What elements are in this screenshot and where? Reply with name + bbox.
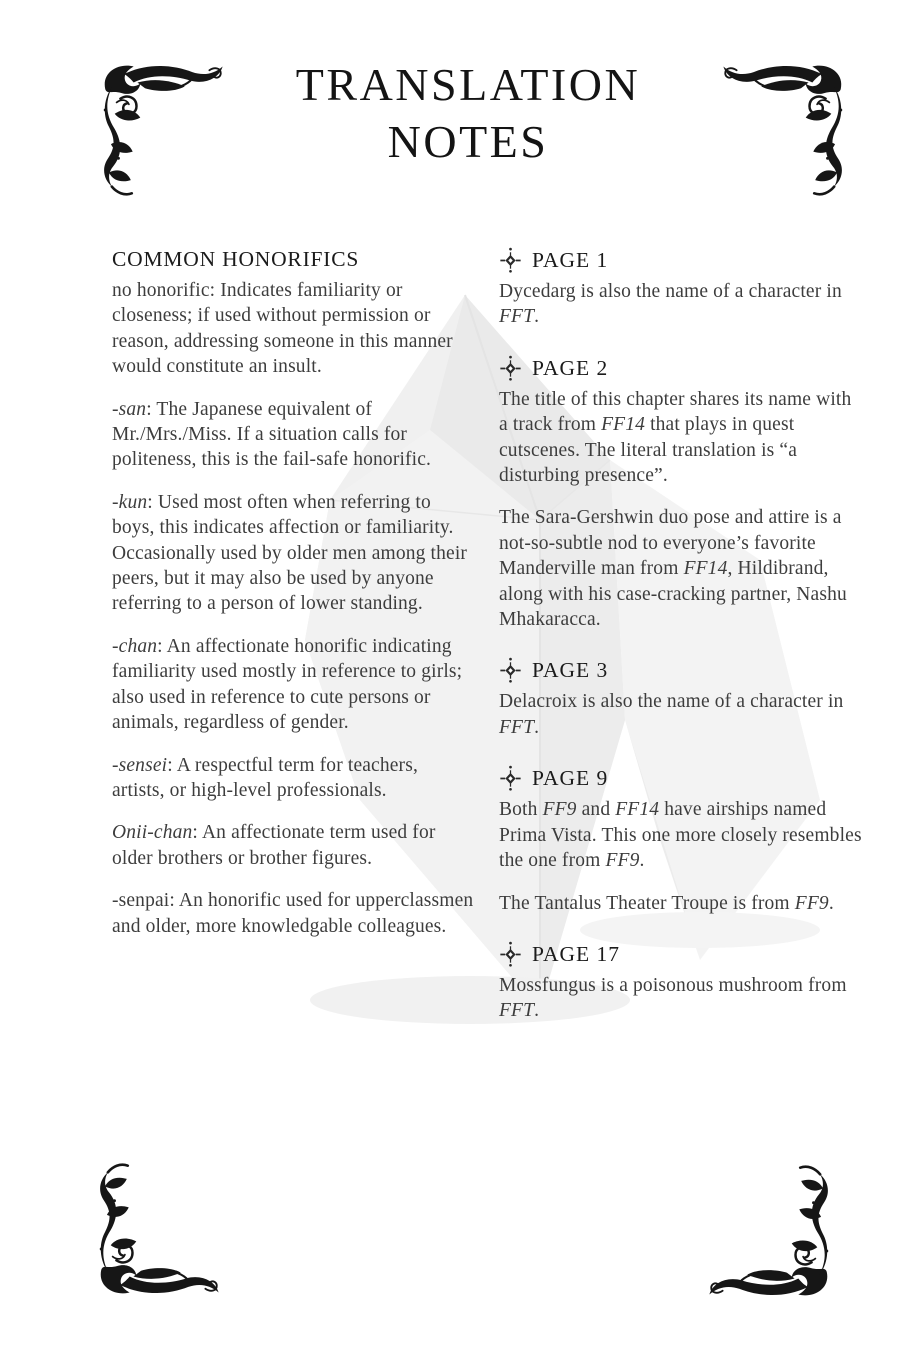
- page-heading-label: PAGE 1: [532, 248, 609, 272]
- body-paragraph: [499, 973, 862, 1024]
- section-paragraphs: [499, 387, 862, 633]
- body-paragraph: [499, 387, 862, 489]
- body-paragraph: [499, 797, 862, 873]
- honorifics-heading: COMMON HONORIFICS: [112, 247, 360, 271]
- honorifics-paragraphs: [112, 278, 475, 939]
- body-paragraph: [112, 278, 475, 380]
- section-paragraphs: [499, 797, 862, 916]
- page-note-section: [499, 246, 862, 330]
- italic-term: FF14: [601, 414, 646, 436]
- compass-rosette-icon: [499, 764, 522, 792]
- italic-term: FF14: [683, 558, 728, 580]
- italic-term: FF9: [542, 799, 577, 821]
- page-note-section: [499, 656, 862, 740]
- page-note-section: [499, 764, 862, 916]
- page-note-section: [499, 940, 862, 1024]
- text-run: .: [639, 850, 645, 872]
- corner-flourish-ornament-bottom-right: [698, 1162, 840, 1304]
- text-run: Both: [499, 799, 543, 821]
- italic-term: FF9: [794, 892, 829, 914]
- page-note-heading-row: [499, 764, 862, 792]
- section-paragraphs: [499, 973, 862, 1024]
- compass-rosette-icon: [499, 354, 522, 382]
- page-heading-label: PAGE 9: [532, 766, 609, 791]
- translation-notes-content: [112, 246, 862, 1024]
- italic-term: FFT: [499, 716, 535, 738]
- body-paragraph: [112, 753, 475, 804]
- page-notes-sections: [499, 246, 862, 1024]
- page-heading-label: PAGE 17: [532, 941, 621, 966]
- italic-term: -sensei: [112, 754, 168, 776]
- text-run: that plays in quest cutscenes. The literal translation is “a disturbing presence”.: [499, 414, 798, 487]
- text-run: Mossfungus is a poisonous mushroom from: [499, 974, 847, 996]
- text-run: : Used most often when referring to boys, this indicates affection or familiarity. Occasionally used by older men among their peers, but it may also be used by anyone referring to a person of lower standing.: [112, 491, 468, 615]
- text-run: Dycedarg is also the name of a character in: [499, 281, 842, 302]
- text-run: -senpai: An honorific used for upperclassmen and older, more knowledgable colleagues.: [112, 890, 474, 937]
- body-paragraph: [499, 891, 862, 916]
- body-paragraph: [499, 279, 862, 330]
- text-run: .: [534, 306, 540, 328]
- page-heading-label: PAGE 2: [532, 355, 609, 380]
- text-run: The title of this chapter shares its name with a track from: [499, 388, 852, 436]
- text-run: , Hildibrand, along with his case-cracking partner, Nashu Mhakaracca.: [499, 558, 847, 631]
- text-run: and: [576, 799, 616, 821]
- text-run: have airships named Prima Vista. This one more closely resembles the one from: [499, 799, 862, 872]
- text-run: no honorific: Indicates familiarity or closeness; if used without permission or reason, addressing someone in this manner would constitute an insult.: [112, 280, 453, 378]
- body-paragraph: [112, 490, 475, 617]
- text-run: The Sara-Gershwin duo pose and attire is a not-so-subtle nod to everyone’s favorite Manderville man from: [499, 507, 842, 580]
- compass-rosette-icon: [499, 246, 522, 274]
- text-run: Delacroix is also the name of a character in: [499, 691, 844, 713]
- text-run: The Tantalus Theater Troupe is from: [499, 892, 795, 914]
- italic-term: FFT: [499, 1000, 535, 1022]
- italic-term: FF14: [615, 799, 660, 821]
- italic-term: FF9: [605, 850, 640, 872]
- text-run: : An affectionate term used for older brothers or brother figures.: [112, 822, 436, 869]
- compass-rosette-icon: [499, 656, 522, 684]
- section-paragraphs: [499, 279, 862, 330]
- page-note-heading-row: [499, 940, 862, 968]
- page-note-heading-row: [499, 656, 862, 684]
- section-paragraphs: [499, 689, 862, 740]
- body-paragraph: [499, 689, 862, 740]
- italic-term: -san: [112, 398, 147, 420]
- page-notes-column: [499, 246, 862, 1024]
- page-heading-label: PAGE 3: [532, 658, 609, 683]
- corner-flourish-ornament-bottom-left: [88, 1160, 230, 1302]
- page-note-section: [499, 354, 862, 633]
- page-note-heading-row: [499, 246, 862, 274]
- text-run: .: [828, 892, 834, 914]
- text-run: : The Japanese equivalent of Mr./Mrs./Miss. If a situation calls for politeness, this is the fail-safe honorific.: [112, 398, 432, 471]
- italic-term: FFT: [499, 306, 535, 328]
- text-run: : An affectionate honorific indicating familiarity used mostly in reference to girls; also used in reference to cute persons or animals, regardless of gender.: [112, 635, 463, 734]
- body-paragraph: [112, 820, 475, 871]
- body-paragraph: [112, 888, 475, 939]
- page-note-heading-row: [499, 354, 862, 382]
- page-title: [18, 56, 900, 170]
- body-paragraph: [112, 634, 475, 736]
- body-paragraph: [499, 505, 862, 632]
- text-run: .: [534, 1000, 540, 1022]
- italic-term: -chan: [112, 635, 158, 657]
- honorifics-column: [112, 246, 475, 1024]
- page-title-line-1: TRANSLATION: [295, 59, 641, 110]
- body-paragraph: [112, 397, 475, 473]
- compass-rosette-icon: [499, 940, 522, 968]
- page-title-line-2: NOTES: [387, 116, 549, 167]
- text-run: : A respectful term for teachers, artists, or high-level professionals.: [112, 754, 418, 801]
- italic-term: Onii-chan: [112, 822, 193, 844]
- italic-term: -kun: [112, 491, 148, 513]
- text-run: .: [534, 716, 540, 738]
